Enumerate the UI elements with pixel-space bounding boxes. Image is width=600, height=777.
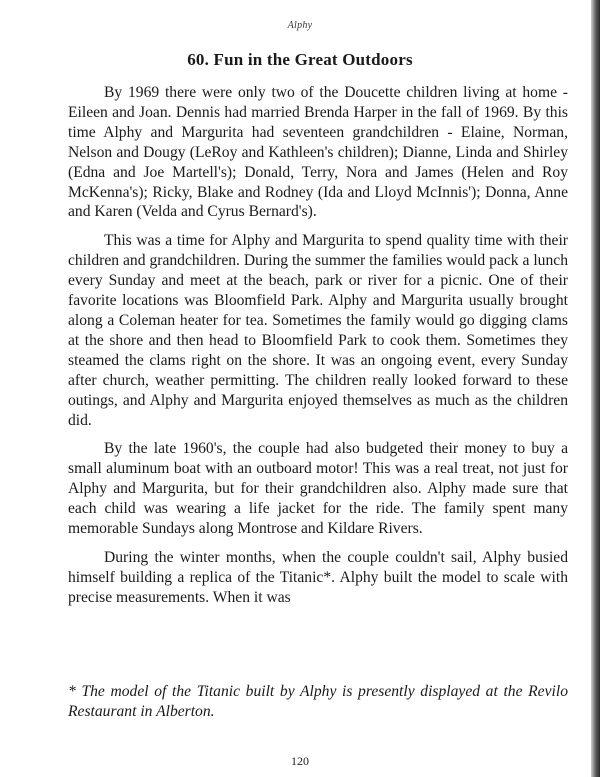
paragraph: By 1969 there were only two of the Doucette children living at home - Eileen and Joan. Dennis had married Brenda Harper in the fall of 1969. By this time Alphy and Margurita had seventeen grandchildren - Elaine, Norman, Nelson and Dougy (LeRoy and Kathleen's children); Dianne, Linda and Shirley (Edna and Joe Martell's); Donald, Terry, Nora and James (Helen and Roy McKenna's); Ricky, Blake and Rodney (Ida and Lloyd McInnis'); Donna, Anne and Karen (Velda and Cyrus Bernard's). [68,84,568,221]
paragraph: This was a time for Alphy and Margurita to spend quality time with their children and grandchildren. During the summer the families would pack a lunch every Sunday and meet at the beach, park or river for a picnic. One of their favorite locations was Bloomfield Park. Alphy and Margurita usually brought along a Coleman heater for tea. Sometimes the family would go digging clams at the shore and then head to Bloomfield Park to cook them. Sometimes they steamed the clams right on the shore. It was an ongoing event, every Sunday after church, weather permitting. The children really looked forward to these outings, and Alphy and Margurita enjoyed themselves as much as the children did. [68,232,568,429]
footnote: * The model of the Titanic built by Alphy is presently displayed at the Revilo Restaurant in Alberton. [68,683,568,720]
chapter-title: 60. Fun in the Great Outdoors [187,50,413,69]
body-text [68,83,568,617]
page-edge-shadow [591,0,600,777]
paragraph: During the winter months, when the couple couldn't sail, Alphy busied himself building a replica of the Titanic*. Alphy built the model to scale with precise measurements. When it was [68,548,568,606]
paragraph: By the late 1960's, the couple had also budgeted their money to buy a small aluminum boat with an outboard motor! This was a real treat, not just for Alphy and Margurita, but for their grandchildren also. Alphy made sure that each child was wearing a life jacket for the ride. The family spent many memorable Sundays along Montrose and Kildare Rivers. [68,440,568,538]
page-number: 120 [291,754,309,768]
running-header: Alphy [287,20,313,31]
